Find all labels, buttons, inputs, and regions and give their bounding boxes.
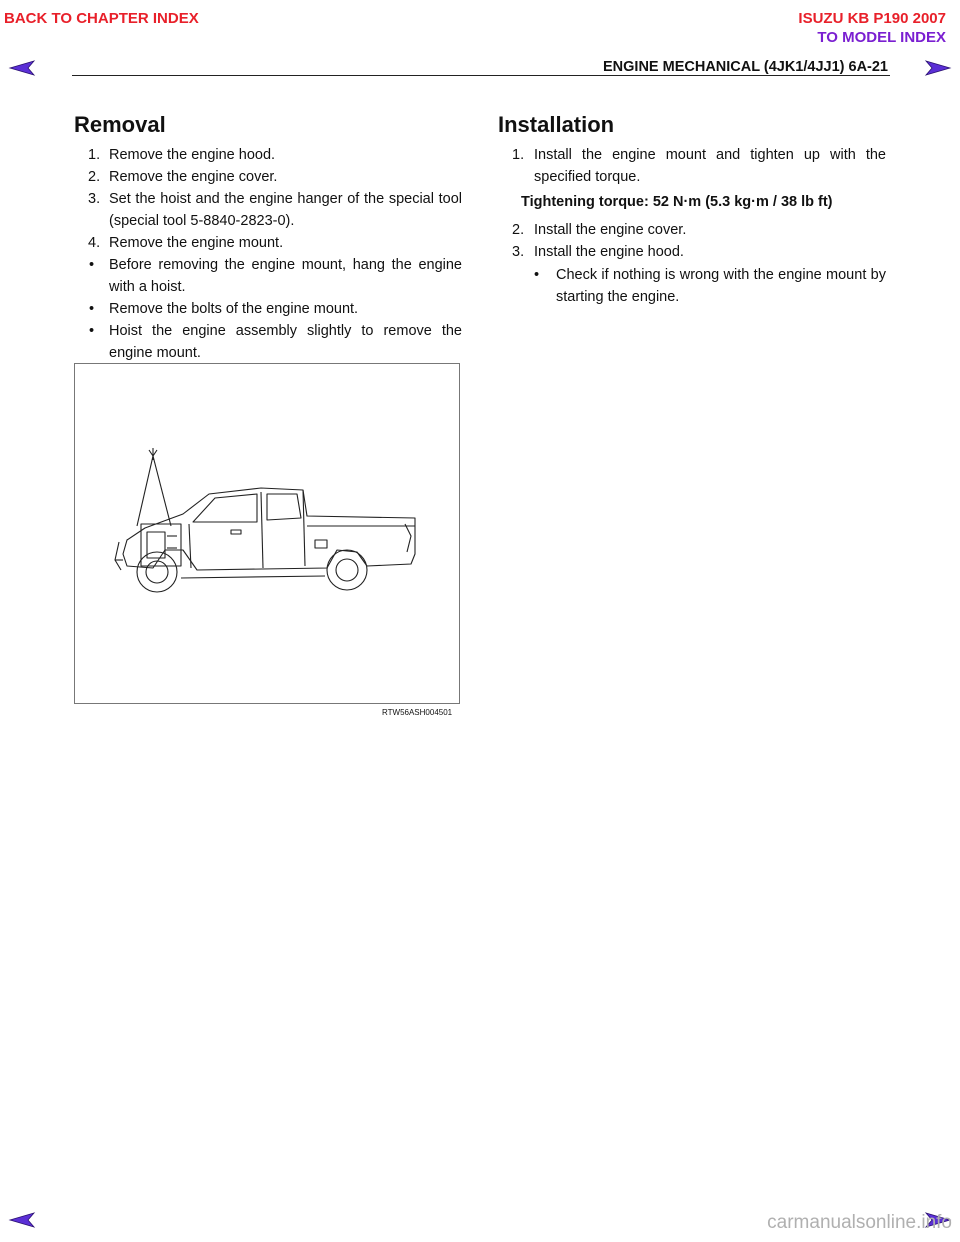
back-to-chapter-index-link[interactable]: BACK TO CHAPTER INDEX — [4, 10, 199, 27]
hoist-chain-left — [137, 456, 153, 526]
install-bullet: • Check if nothing is wrong with the engine mount by starting the engine. — [534, 267, 886, 305]
header-divider — [72, 75, 890, 76]
figure-frame — [74, 363, 460, 704]
to-model-index-link[interactable]: TO MODEL INDEX — [817, 29, 946, 46]
hoist-chain-right — [153, 456, 171, 526]
installation-heading: Installation — [498, 112, 615, 137]
install-step-3: 3. Install the engine hood. — [512, 244, 684, 260]
truck-hoist-illustration — [75, 364, 459, 703]
tightening-torque: Tightening torque: 52 N·m (5.3 kg·m / 38 lb ft) — [521, 194, 833, 210]
removal-step-3: 3. Set the hoist and the engine hanger of the special tool (special tool 5-8840-2823-0). — [88, 191, 462, 229]
removal-step-2: 2. Remove the engine cover. — [88, 169, 278, 185]
rear-window — [267, 494, 301, 520]
model-title: ISUZU KB P190 2007 — [798, 10, 946, 27]
site-watermark: carmanualsonline.info — [767, 1212, 952, 1233]
removal-bullet-3: • Hoist the engine assembly slightly to remove the engine mount. — [89, 323, 462, 361]
truck-body — [123, 488, 415, 570]
left-arrow-icon-bottom[interactable] — [8, 1212, 36, 1228]
right-arrow-icon[interactable] — [924, 60, 952, 76]
left-arrow-icon[interactable] — [8, 60, 36, 76]
install-step-1: 1. Install the engine mount and tighten up with the specified torque. — [512, 147, 886, 185]
page-header-title: ENGINE MECHANICAL (4JK1/4JJ1) 6A-21 — [603, 59, 888, 75]
removal-bullet-1: • Before removing the engine mount, hang the engine with a hoist. — [89, 257, 462, 295]
figure-code: RTW56ASH004501 — [382, 708, 453, 717]
front-window — [193, 494, 257, 522]
removal-heading: Removal — [74, 112, 166, 137]
removal-bullet-2: • Remove the bolts of the engine mount. — [89, 301, 359, 317]
removal-step-1: 1. Remove the engine hood. — [88, 147, 276, 163]
install-step-2: 2. Install the engine cover. — [512, 222, 687, 238]
rear-wheel — [327, 550, 367, 590]
removal-step-4: 4. Remove the engine mount. — [88, 235, 284, 251]
